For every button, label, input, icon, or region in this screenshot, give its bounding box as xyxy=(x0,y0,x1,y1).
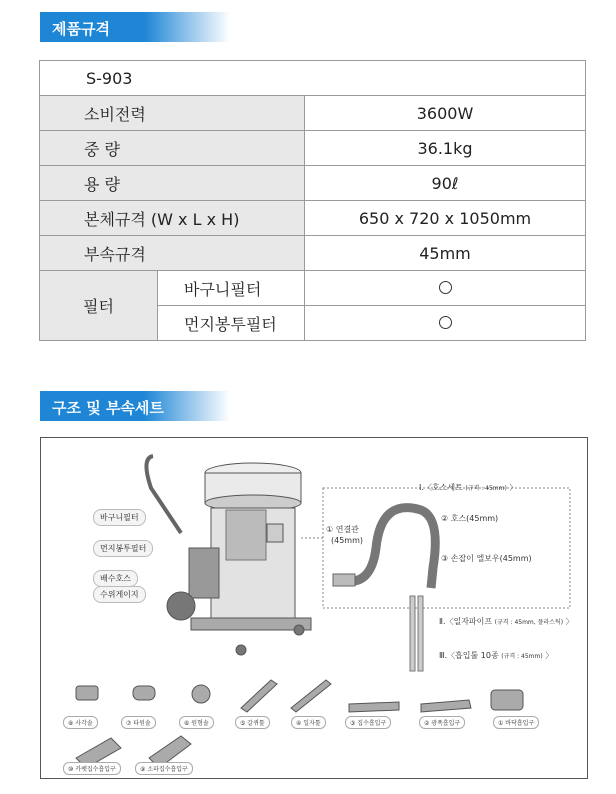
accessory-label: ② 광폭흡입구 xyxy=(419,716,465,729)
accessory-label: ⑧ 사각솔 xyxy=(63,716,98,729)
spec-label: 중 량 xyxy=(40,131,305,166)
elbow-label: ③ 손잡이 엘보우(45mm) xyxy=(441,554,532,563)
accessory-label: ⑥ 원형솔 xyxy=(179,716,214,729)
spec-label: 용 량 xyxy=(40,166,305,201)
section-header-structure xyxy=(40,391,230,421)
table-row xyxy=(40,61,586,96)
accessory-label: ⑩ 카펫집수흡입구 xyxy=(63,762,121,775)
accessory-label: ⑨ 소파집수흡입구 xyxy=(135,762,193,775)
filter-label: 먼지봉투필터 xyxy=(158,306,305,341)
drain-hose-tag: 배수호스 xyxy=(93,570,138,587)
connector-size-label: (45mm) xyxy=(331,536,364,545)
table-row xyxy=(40,201,586,236)
circle-mark-icon xyxy=(439,316,452,329)
table-row xyxy=(40,236,586,271)
spec-value: 36.1kg xyxy=(305,131,586,166)
filter-value xyxy=(305,271,586,306)
accessory-label: ④ 일자툴 xyxy=(291,716,326,729)
table-row xyxy=(40,271,586,306)
spec-value: 45mm xyxy=(305,236,586,271)
filter-value xyxy=(305,306,586,341)
spec-label: 소비전력 xyxy=(40,96,305,131)
spec-table xyxy=(39,60,586,341)
spec-value: 90ℓ xyxy=(305,166,586,201)
connector-label: ① 연결관 xyxy=(326,525,359,534)
accessory-label: ⑦ 타원솔 xyxy=(121,716,156,729)
circle-mark-icon xyxy=(439,281,452,294)
vacuum-cleaner-illustration xyxy=(146,456,311,655)
model-name: S-903 xyxy=(40,61,586,96)
water-gauge-tag: 수위게이지 xyxy=(93,586,146,603)
filter-label: 바구니필터 xyxy=(158,271,305,306)
table-row xyxy=(40,131,586,166)
section-title: 제품규격 xyxy=(52,20,110,38)
structure-diagram xyxy=(40,437,588,779)
basket-filter-tag: 바구니필터 xyxy=(93,509,146,526)
table-row xyxy=(40,166,586,201)
filter-group-label: 필터 xyxy=(40,271,158,341)
pipe-title: Ⅱ.〈일자파이프 (규격 : 45mm, 플라스틱) 〉 xyxy=(439,617,574,626)
hose-set-title: Ⅰ.〈호스세트 (규격 : 45mm) 〉 xyxy=(419,483,518,492)
spec-label: 본체규격 (W x L x H) xyxy=(40,201,305,236)
spec-value: 3600W xyxy=(305,96,586,131)
accessory-label: ① 바닥흡입구 xyxy=(493,716,539,729)
accessory-label: ③ 집수흡입구 xyxy=(345,716,391,729)
table-row xyxy=(40,96,586,131)
hose-label: ② 호스(45mm) xyxy=(441,514,499,523)
tools-title: Ⅲ.〈흡입툴 10종 (규격 : 45mm) 〉 xyxy=(439,651,554,660)
section-title: 구조 및 부속세트 xyxy=(52,399,164,417)
spec-value: 650 x 720 x 1050mm xyxy=(305,201,586,236)
accessory-label: ⑤ 갈퀴툴 xyxy=(235,716,270,729)
spec-label: 부속규격 xyxy=(40,236,305,271)
dust-bag-filter-tag: 먼지봉투필터 xyxy=(93,540,153,557)
section-header-specs xyxy=(40,12,230,42)
